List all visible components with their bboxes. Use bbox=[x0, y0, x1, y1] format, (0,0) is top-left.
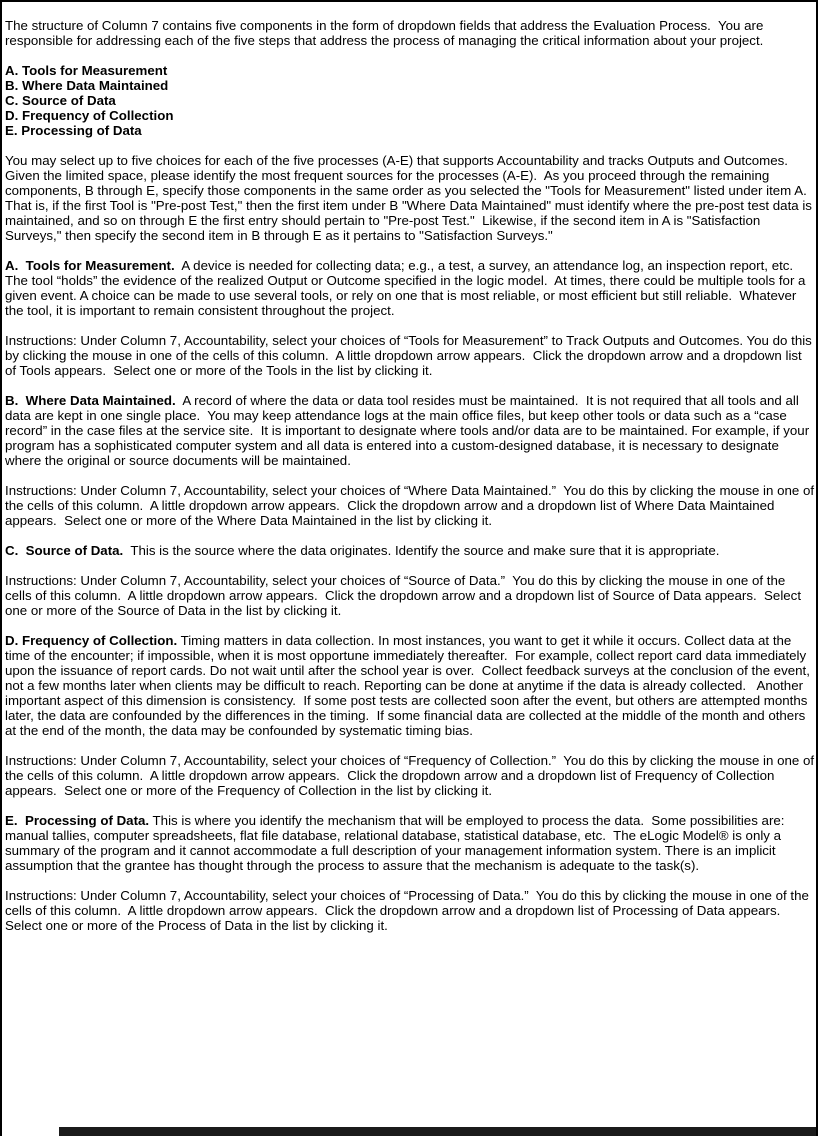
section-c-paragraph bbox=[5, 543, 815, 558]
section-e-body: This is where you identify the mechanism that will be employed to process the data. Some possibilities are: manual tallies, computer spreadsheets, flat file database, relational database, statistical database, etc. The eLogic Model® is only a summary of the program and it cannot accommodate a full description of your management information system. There is an implicit assumption that the grantee has thought through the process to assure that the mechanism is adequate to the task(s). bbox=[5, 813, 789, 873]
component-list-item-a: A. Tools for Measurement bbox=[5, 63, 168, 78]
component-list-item-b: B. Where Data Maintained bbox=[5, 78, 169, 93]
section-b-instructions: Instructions: Under Column 7, Accountability, select your choices of “Where Data Maintained.” You do this by clicking the mouse in one of the cells of this column. A little dropdown arrow appears. Click the dropdown arrow and a dropdown list of Where Data Maintained appears. Select one or more of the Where Data Maintained in the list by clicking it. bbox=[5, 483, 818, 528]
section-b-heading: B. Where Data Maintained. bbox=[5, 393, 176, 408]
section-d-paragraph bbox=[5, 633, 815, 738]
section-d-body: Timing matters in data collection. In most instances, you want to get it while it occurs. Collect data at the time of the encounter; if impossible, when it is most opportune immediately thereafter. For example, collect report card data immediately upon the issuance of report cards. Do not wait until after the school year is over. Collect feedback surveys at the conclusion of the event, not a few months later when clients may be difficult to reach. Reporting can be done at anytime if the data is already collected. Another important aspect of this dimension is consistency. If some post tests are collected soon after the event, but others are attempted months later, the data are confounded by the differences in the timing. If some financial data are collected at the middle of the month and others at the end of the month, the data may be confounded by systematic timing bias. bbox=[5, 633, 814, 738]
component-list-item-c: C. Source of Data bbox=[5, 93, 116, 108]
section-a-heading: A. Tools for Measurement. bbox=[5, 258, 175, 273]
section-c-instructions: Instructions: Under Column 7, Accountability, select your choices of “Source of Data.” You do this by clicking the mouse in one of the cells of this column. A little dropdown arrow appears. Click the dropdown arrow and a dropdown list of Source of Data appears. Select one or more of the Source of Data in the list by clicking it. bbox=[5, 573, 805, 618]
section-e-instructions: Instructions: Under Column 7, Accountability, select your choices of “Processing of Data.” You do this by clicking the mouse in one of the cells of this column. A little dropdown arrow appears. Click the dropdown arrow and a dropdown list of Processing of Data appears. Select one or more of the Process of Data in the list by clicking it. bbox=[5, 888, 813, 933]
section-a-paragraph bbox=[5, 258, 815, 318]
section-e-paragraph bbox=[5, 813, 815, 873]
bottom-edge-bar bbox=[59, 1127, 816, 1136]
section-c-body: This is the source where the data originates. Identify the source and make sure that it is appropriate. bbox=[123, 543, 720, 558]
section-d-heading: D. Frequency of Collection. bbox=[5, 633, 178, 648]
component-list bbox=[5, 63, 815, 138]
section-b-paragraph bbox=[5, 393, 815, 468]
section-c-heading: C. Source of Data. bbox=[5, 543, 124, 558]
section-e-heading: E. Processing of Data. bbox=[5, 813, 150, 828]
section-b-body: A record of where the data or data tool resides must be maintained. It is not required that all tools and all data are kept in one single place. You may keep attendance logs at the main office files, but keep other tools or data such as a “case record” in the case files at the service site. It is important to designate where tools and/or data are to be maintained. For example, if your program has a sophisticated computer system and all data is entered into a custom-designed database, it is necessary to designate where the original or source documents will be maintained. bbox=[5, 393, 813, 468]
component-list-item-d: D. Frequency of Collection bbox=[5, 108, 174, 123]
section-a-instructions: Instructions: Under Column 7, Accountability, select your choices of “Tools for Measurement” to Track Outputs and Outcomes. You do this by clicking the mouse in one of the cells of this column. A little dropdown arrow appears. Click the dropdown arrow and a dropdown list of Tools appears. Select one or more of the Tools in the list by clicking it. bbox=[5, 333, 816, 378]
selection-guidance-paragraph: You may select up to five choices for each of the five processes (A-E) that supports Accountability and tracks Outputs and Outcomes. Given the limited space, please identify the most frequent sources for the processes (A-E). As you proceed through the remaining components, B through E, specify those components in the same order as you selected the "Tools for Measurement" listed under item A. That is, if the first Tool is "Pre-post Test," then the first item under B "Where Data Maintained" must identify where the pre-post test data is maintained, and so on through E the first entry should pertain to "Pre-post Test." Likewise, if the second item in A is "Satisfaction Surveys," then specify the second item in B through E as it pertains to "Satisfaction Surveys." bbox=[5, 153, 816, 243]
component-list-item-e: E. Processing of Data bbox=[5, 123, 142, 138]
intro-paragraph: The structure of Column 7 contains five components in the form of dropdown fields that address the Evaluation Process. You are responsible for addressing each of the five steps that address the process of managing the critical information about your project. bbox=[5, 18, 768, 48]
section-a-body: A device is needed for collecting data; e.g., a test, a survey, an attendance log, an inspection report, etc. The tool “holds” the evidence of the realized Output or Outcome specified in the logic model. At times, there could be multiple tools for a given event. A choice can be made to use several tools, or rely on one that is most reliable, or most efficient but still reliable. Whatever the tool, it is important to remain consistent throughout the project. bbox=[5, 258, 810, 318]
document-content bbox=[2, 2, 816, 933]
section-d-instructions: Instructions: Under Column 7, Accountability, select your choices of “Frequency of Collection.” You do this by clicking the mouse in one of the cells of this column. A little dropdown arrow appears. Click the dropdown arrow and a dropdown list of Frequency of Collection appears. Select one or more of the Frequency of Collection in the list by clicking it. bbox=[5, 753, 818, 798]
